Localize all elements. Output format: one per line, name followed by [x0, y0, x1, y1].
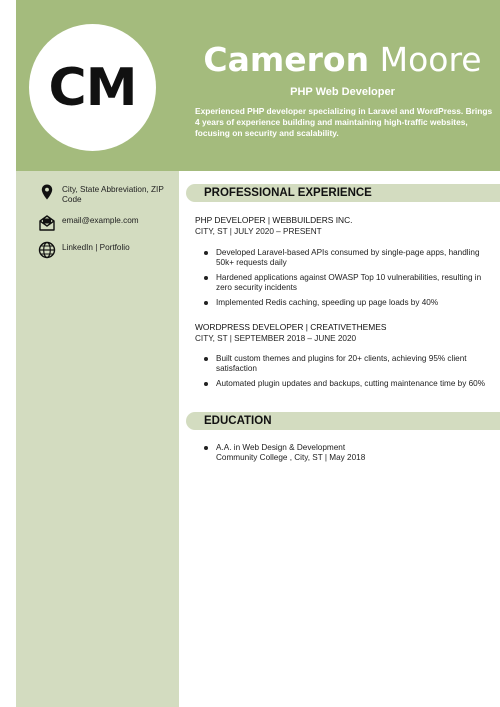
job-role: PHP Web Developer	[290, 86, 395, 98]
links-text[interactable]: LinkedIn | Portfolio	[62, 243, 130, 252]
contact-address	[38, 185, 173, 205]
degree-text: A.A. in Web Design & Development	[216, 443, 346, 452]
monogram-initials: CM	[48, 57, 137, 118]
job-title: WORDPRESS DEVELOPER | CREATIVETHEMES	[195, 322, 387, 332]
experience-section-header	[186, 184, 500, 202]
envelope-icon	[38, 214, 56, 232]
email-text[interactable]: email@example.com	[62, 216, 139, 225]
first-name: Cameron	[203, 40, 370, 79]
job-meta: CITY, ST | SEPTEMBER 2018 – JUNE 2020	[195, 334, 357, 343]
education-item	[203, 443, 488, 463]
job-meta: CITY, ST | JULY 2020 – PRESENT	[195, 227, 322, 236]
last-name: Moore	[379, 40, 482, 79]
education-section-header	[186, 412, 500, 430]
list-item: Implemented Redis caching, speeding up page loads by 40%	[203, 298, 488, 308]
school-text: Community College , City, ST | May 2018	[216, 453, 366, 462]
job-bullets	[203, 354, 488, 394]
list-item: Built custom themes and plugins for 20+ clients, achieving 95% client satisfaction	[203, 354, 488, 374]
monogram-badge	[29, 24, 156, 151]
education-entries	[203, 443, 488, 468]
contact-email[interactable]	[38, 216, 173, 232]
list-item: Hardened applications against OWASP Top 10 vulnerabilities, resulting in zero security incidents	[203, 273, 488, 293]
job-title: PHP DEVELOPER | WEBBUILDERS INC.	[195, 215, 353, 225]
list-item: Automated plugin updates and backups, cutting maintenance time by 60%	[203, 379, 488, 389]
profile-summary: Experienced PHP developer specializing in Laravel and WordPress. Brings 4 years of experience building and maintaining high-traffic websites, focusing on security and scalability.	[195, 106, 493, 138]
list-item: Developed Laravel-based APIs consumed by single-page apps, handling 50k+ requests daily	[203, 248, 488, 268]
candidate-name	[195, 40, 490, 80]
education-heading: EDUCATION	[204, 415, 272, 427]
globe-icon	[38, 241, 56, 259]
job-bullets	[203, 248, 488, 313]
contact-links[interactable]	[38, 243, 173, 259]
location-pin-icon	[38, 183, 56, 201]
experience-heading: PROFESSIONAL EXPERIENCE	[204, 187, 372, 199]
address-text: City, State Abbreviation, ZIP Code	[62, 185, 164, 204]
